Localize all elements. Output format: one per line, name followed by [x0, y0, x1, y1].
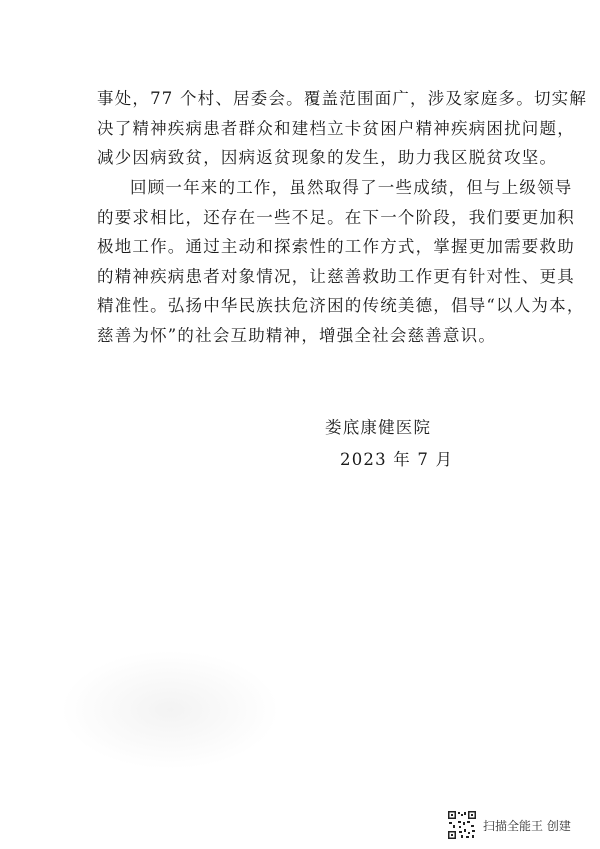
- text-line: 精准性。弘扬中华民族扶危济困的传统美德，倡导“以人为本，: [97, 296, 585, 315]
- text-line: 减少因病致贫，因病返贫现象的发生，助力我区脱贫攻坚。: [97, 148, 558, 167]
- text-line: 回顾一年来的工作，虽然取得了一些成绩，但与上级领导: [130, 178, 573, 197]
- scanner-watermark: [447, 808, 571, 842]
- text-line: 的精神疾病患者对象情况，让慈善救助工作更有针对性、更具: [97, 266, 575, 286]
- paragraph-2: [97, 173, 585, 350]
- paragraph-1: [97, 84, 588, 173]
- signature-date: 2023 年 7 月: [340, 450, 454, 469]
- text-line: 极地工作。通过主动和探索性的工作方式，掌握更加需要救助: [97, 237, 575, 256]
- text-line: 事处，77 个村、居委会。覆盖范围面广，涉及家庭多。切实解: [97, 89, 588, 108]
- watermark-label: 扫描全能王 创建: [483, 818, 571, 833]
- text-line: 慈善为怀”的社会互助精神，增强全社会慈善意识。: [97, 325, 497, 345]
- qr-code-icon: [447, 810, 477, 840]
- text-line: 决了精神疾病患者群众和建档立卡贫困户精神疾病困扰问题，: [97, 118, 575, 138]
- text-line: 的要求相比，还存在一些不足。在下一个阶段，我们要更加积: [97, 207, 575, 227]
- scan-smudge: [60, 650, 280, 770]
- signature-organization: 娄底康健医院: [325, 418, 432, 437]
